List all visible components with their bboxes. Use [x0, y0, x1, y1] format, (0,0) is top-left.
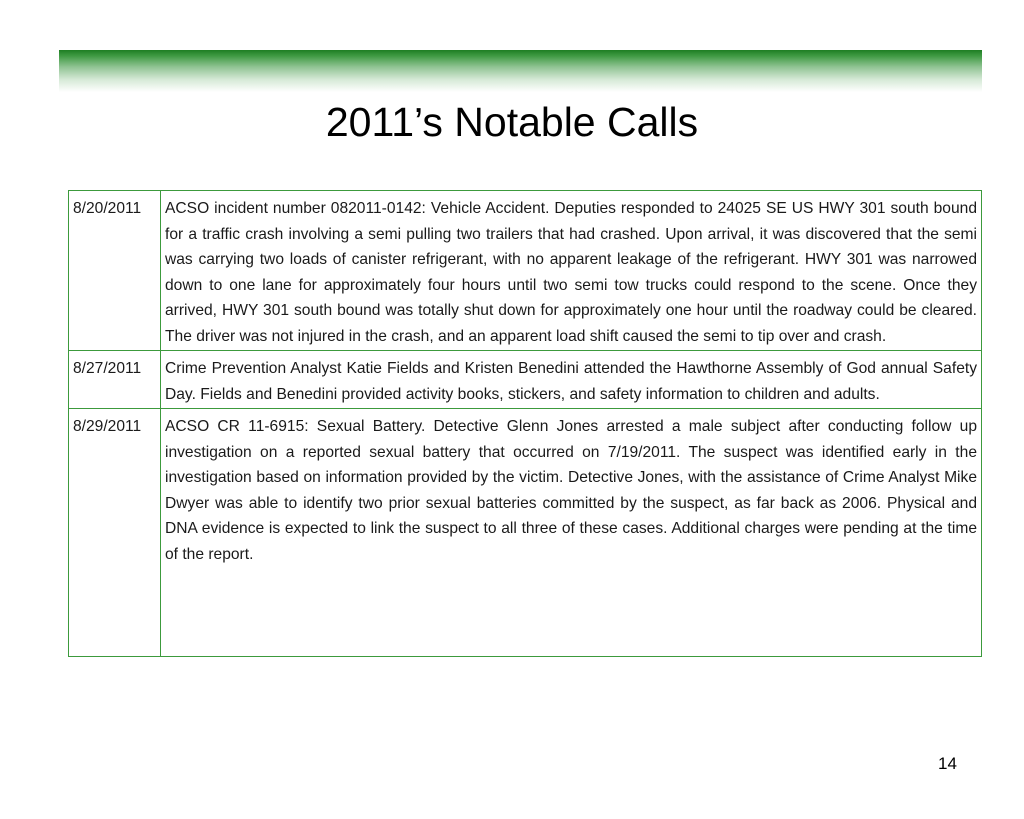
table-row: [69, 409, 982, 657]
call-date: 8/27/2011: [69, 351, 161, 409]
header-gradient-band: [59, 50, 982, 92]
notable-calls-table: [68, 190, 982, 657]
call-date: 8/20/2011: [69, 191, 161, 351]
table-row: [69, 351, 982, 409]
call-description: ACSO CR 11-6915: Sexual Battery. Detective Glenn Jones arrested a male subject after conducting follow up investigation on a reported sexual battery that occurred on 7/19/2011. The suspect was identified early in the investigation based on information provided by the victim. Detective Jones, with the assistance of Crime Analyst Mike Dwyer was able to identify two prior sexual batteries committed by the suspect, as far back as 2006. Physical and DNA evidence is expected to link the suspect to all three of these cases. Additional charges were pending at the time of the report.: [161, 409, 982, 657]
call-date: 8/29/2011: [69, 409, 161, 657]
call-description: ACSO incident number 082011-0142: Vehicle Accident. Deputies responded to 24025 SE US HWY 301 south bound for a traffic crash involving a semi pulling two trailers that had crashed. Upon arrival, it was discovered that the semi was carrying two loads of canister refrigerant, with no apparent leakage of the refrigerant. HWY 301 was narrowed down to one lane for approximately four hours until two semi tow trucks could respond to the scene. Once they arrived, HWY 301 south bound was totally shut down for approximately one hour until the roadway could be cleared. The driver was not injured in the crash, and an apparent load shift caused the semi to tip over and crash.: [161, 191, 982, 351]
page-number: 14: [938, 754, 957, 773]
slide-title: 2011’s Notable Calls: [325, 99, 699, 145]
call-description: Crime Prevention Analyst Katie Fields and Kristen Benedini attended the Hawthorne Assembly of God annual Safety Day. Fields and Benedini provided activity books, stickers, and safety information to children and adults.: [161, 351, 982, 409]
table-row: [69, 191, 982, 351]
